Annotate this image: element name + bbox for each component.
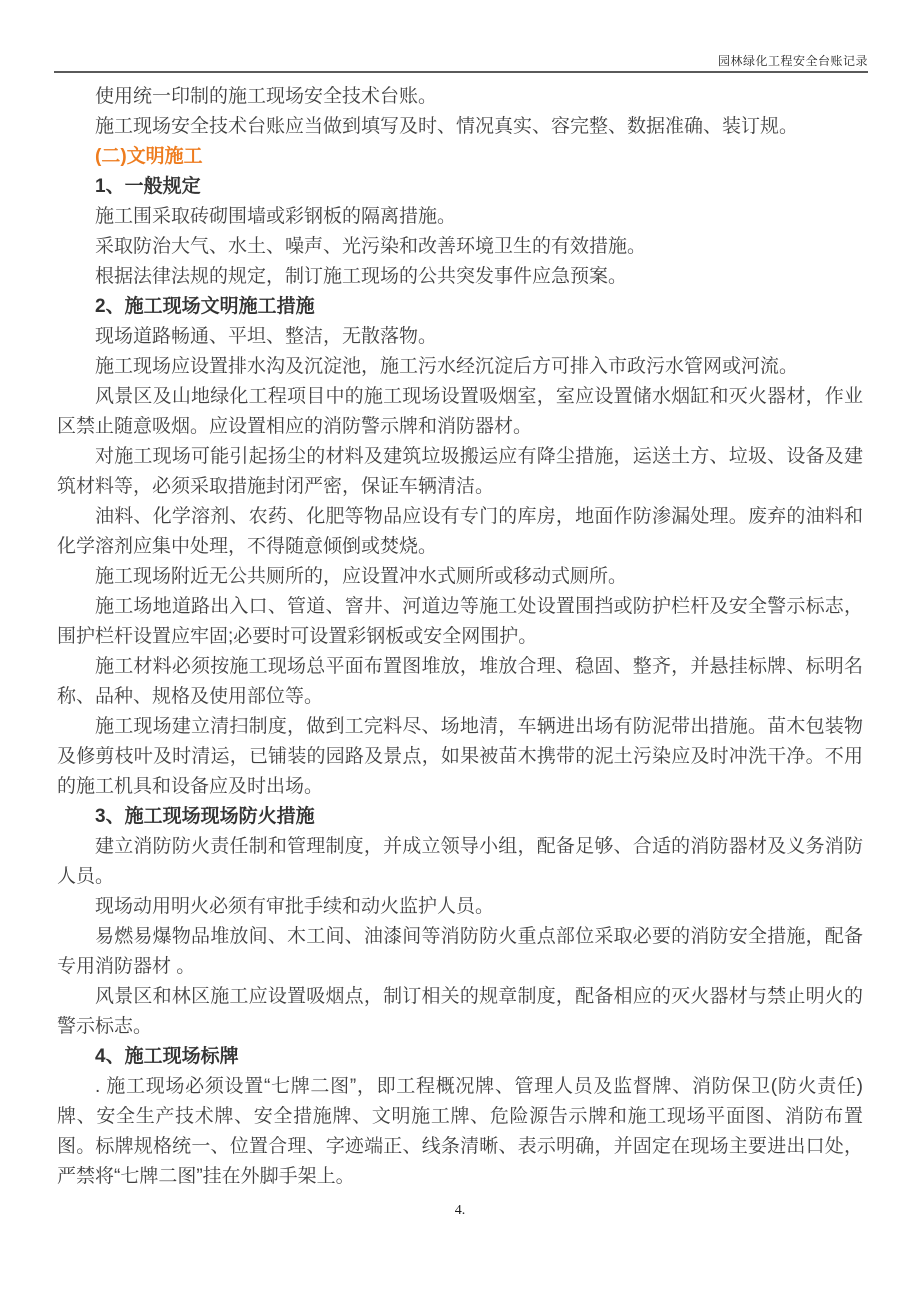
body-paragraph: 现场道路畅通、平坦、整洁，无散落物。 xyxy=(95,326,438,347)
numbered-heading: 1、一般规定 xyxy=(95,176,201,197)
section-heading-orange: (二)文明施工 xyxy=(95,146,203,167)
body-paragraph: 施工围采取砖砌围墙或彩钢板的隔离措施。 xyxy=(95,206,457,227)
document-body xyxy=(57,82,863,1192)
body-paragraph: 油料、化学溶剂、农药、化肥等物品应设有专门的库房，地面作防渗漏处理。废弃的油料和化学溶剂应集中处理，不得随意倾倒或焚烧。 xyxy=(57,506,863,557)
body-paragraph: 建立消防防火责任制和管理制度，并成立领导小组，配备足够、合适的消防器材及义务消防人员。 xyxy=(57,836,863,887)
body-paragraph: . 施工现场必须设置“七牌二图”，即工程概况牌、管理人员及监督牌、消防保卫(防火责任)牌、安全生产技术牌、安全措施牌、文明施工牌、危险源告示牌和施工现场平面图、消防布置图。标牌规格统一、位置合理、字迹端正、线条清晰、表示明确，并固定在现场主要进出口处，严禁将“七牌二图”挂在外脚手架上。 xyxy=(57,1076,863,1187)
page-number: 4. xyxy=(454,1203,466,1218)
body-paragraph: 施工现场附近无公共厕所的，应设置冲水式厕所或移动式厕所。 xyxy=(95,566,628,587)
body-paragraph: 风景区及山地绿化工程项目中的施工现场设置吸烟室，室应设置储水烟缸和灭火器材，作业区禁止随意吸烟。应设置相应的消防警示牌和消防器材。 xyxy=(57,386,863,437)
body-paragraph: 施工现场建立清扫制度，做到工完料尽、场地清，车辆进出场有防泥带出措施。苗木包装物及修剪枝叶及时清运，已铺装的园路及景点，如果被苗木携带的泥土污染应及时冲洗干净。不用的施工机具和设备应及时出场。 xyxy=(57,716,863,797)
body-paragraph: 施工场地道路出入口、管道、窨井、河道边等施工处设置围挡或防护栏杆及安全警示标志，围护栏杆设置应牢固;必要时可设置彩钢板或安全网围护。 xyxy=(57,596,863,647)
numbered-heading: 4、施工现场标牌 xyxy=(95,1046,239,1067)
numbered-heading: 2、施工现场文明施工措施 xyxy=(95,296,315,317)
body-paragraph: 风景区和林区施工应设置吸烟点，制订相关的规章制度，配备相应的灭火器材与禁止明火的警示标志。 xyxy=(57,986,863,1037)
page-footer xyxy=(0,1203,920,1219)
body-paragraph: 施工现场安全技术台账应当做到填写及时、情况真实、容完整、数据准确、装订规。 xyxy=(95,116,799,137)
body-paragraph: 现场动用明火必须有审批手续和动火监护人员。 xyxy=(95,896,495,917)
body-paragraph: 根据法律法规的规定，制订施工现场的公共突发事件应急预案。 xyxy=(95,266,628,287)
page-header xyxy=(54,0,868,73)
body-paragraph: 施工材料必须按施工现场总平面布置图堆放，堆放合理、稳固、整齐，并悬挂标牌、标明名称、品种、规格及使用部位等。 xyxy=(57,656,863,707)
numbered-heading: 3、施工现场现场防火措施 xyxy=(95,806,315,827)
body-paragraph: 对施工现场可能引起扬尘的材料及建筑垃圾搬运应有降尘措施，运送土方、垃圾、设备及建筑材料等，必须采取措施封闭严密，保证车辆清洁。 xyxy=(57,446,863,497)
body-paragraph: 易燃易爆物品堆放间、木工间、油漆间等消防防火重点部位采取必要的消防安全措施，配备专用消防器材 。 xyxy=(57,926,863,977)
body-paragraph: 采取防治大气、水土、噪声、光污染和改善环境卫生的有效措施。 xyxy=(95,236,647,257)
header-title: 园林绿化工程安全台账记录 xyxy=(717,54,868,68)
body-paragraph: 使用统一印制的施工现场安全技术台账。 xyxy=(95,86,438,107)
body-paragraph: 施工现场应设置排水沟及沉淀池，施工污水经沉淀后方可排入市政污水管网或河流。 xyxy=(95,356,799,377)
